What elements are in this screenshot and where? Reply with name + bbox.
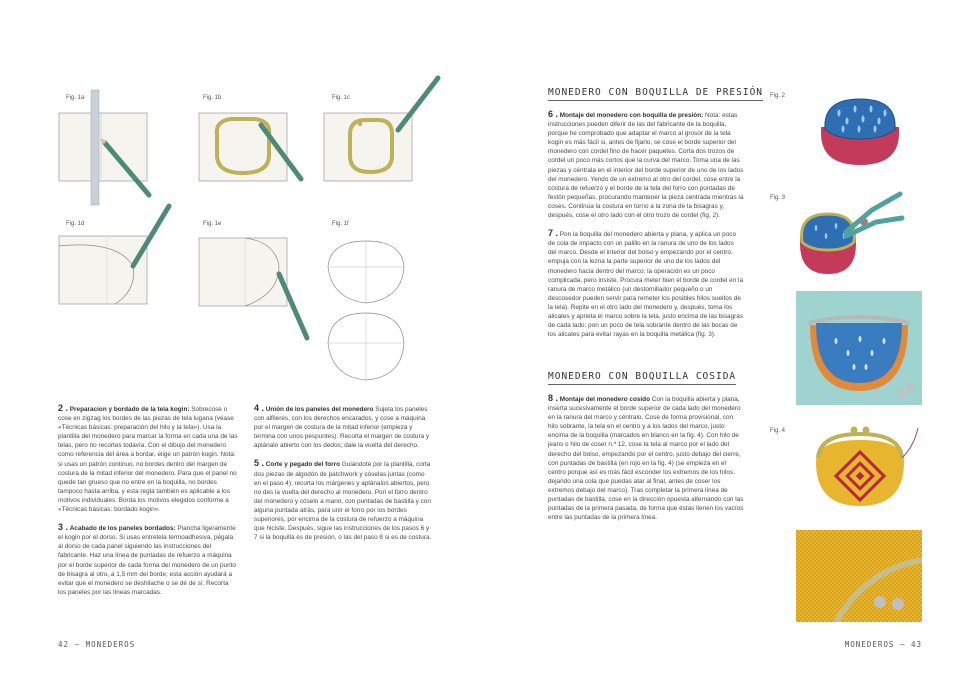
- left-folio: 42 — MONEDEROS: [58, 640, 136, 649]
- step-8-number: 8 .: [548, 393, 559, 403]
- step-7: [548, 229, 744, 339]
- fig-1a-label: Fig. 1a: [66, 95, 85, 101]
- step-2-text: Sobrecose o cose en zigzag los bordes de las piezas de tela lugana (véase «Técnicas básicas: preparación del hilo y la tela»). Usa la plantilla del monedero para marcar la forma en cada una de las telas, pero no recortes todavía. Con el dibujo del monedero como referencia del área a bordar, elige un patrón kogin. Nota: si usas un patrón continuo, no bordes dentro del margen de costura de la mitad inferior del monedero. Para que el panel no quede tan grueso que no entre en la boquilla, no bordes tampoco hasta arriba, y esta regla también es aplicable a los motivos individuales. Borda los motivos elegidos conforme a «Técnicas básicas: bordado kogin».: [58, 406, 238, 514]
- fig-1e-illustration: [195, 228, 315, 343]
- right-column-top: [548, 110, 744, 348]
- step-4-text: Sujeta los paneles con alfileres, con los derechos encarados, y cose a máquina por el margen de costura de la mitad inferior (empieza y termina con unos pespuntes). Recorta el margen de costura y aplánalo abierto con los dedos; dale la vuelta del derecho.: [254, 406, 430, 450]
- step-5: [254, 459, 432, 542]
- step-4-number: 4 .: [254, 403, 265, 413]
- step-8-text: Con la boquilla abierta y plana, inserta sucesivamente el borde superior de cada lado del monedero en la ranura del marco y céntralo. Cose de forma provisional, con hilo sobrante, la tela en el centro y a los lados del marco, justo encima de la boquilla (marcados en blanco en la fig. 4). Con hilo de jeans o hilo de coser n.º 12, cose la tela al marco por el lado del derecho del bolso, empezando por el centro, justo debajo del cierre, con puntadas de bastilla (en rojo en la fig. 4) (se empieza en el centro porque así es más fácil esconder los extremos de los hilos, dejando una cola que puedas atar al final, antes de coser los extremos debajo del marco). Tras completar la primera línea de puntadas de bastilla, cose en la dirección opuesta alternando con las puntadas de la primera pasada, de forma que éstas llenen los vacíos entre las puntadas de la primera línea.: [548, 396, 744, 522]
- fig-1b-illustration: [195, 85, 310, 205]
- kogin-fabric-closeup-photo: [796, 530, 922, 622]
- left-column-2: [254, 404, 432, 551]
- step-2-number: 2 .: [58, 403, 69, 413]
- fig-1a-illustration: [55, 85, 165, 210]
- step-5-title: Corte y pegado del forro: [265, 461, 341, 469]
- step-6-title: Montaje del monedero con boquilla de presión:: [559, 112, 704, 119]
- left-column-1: [58, 404, 238, 606]
- step-8-title: Montaje del monedero cosido: [559, 396, 650, 403]
- step-5-number: 5 .: [254, 458, 265, 469]
- fig-1f-illustration: [322, 235, 412, 385]
- step-8: [548, 394, 744, 522]
- step-7-text: Pon la boquilla del monedero abierta y plana, y aplica un poco de cola de impacto con un palillo en la ranura de uno de los lados del marco. Desde el interior del bolso y empezando por el centro, empuja con la lezna la parte superior de uno de los lados del monedero hacia dentro del marco; la operación es un poco complicada, pero insiste. Procura meter bien el borde de cordel en la ranura de marco metálico (un destornillador pequeño o un descosedor pueden servir para remeter los posibles hilos sueltos de la tela). Repite en el otro lado del monedero y, después, toma los alicates y aprieta el marco sobre la tela, justo encima de las bisagras de cada lado; pon un poco de tela sobrante dentro de las bocas de los alicates para evitar rayas en la boquilla metálica (fig. 3).: [548, 231, 744, 339]
- step-2: [58, 404, 238, 514]
- fig-3-label: Fig. 3: [770, 195, 786, 201]
- open-purse-photo: [796, 291, 922, 405]
- step-3-title: Acabado de los paneles bordados:: [69, 525, 176, 533]
- right-column-bottom: [548, 394, 744, 531]
- fig-4-kogin-purse-illustration: [810, 418, 922, 510]
- fig-1c-label: Fig. 1c: [332, 95, 351, 101]
- right-page: [490, 0, 980, 700]
- step-3-text: Plancha ligeramente el kogin por el dorso. Si usas entretela termoadhesiva, pégala al dorso de cada panel siguiendo las instrucciones del fabricante. Haz una línea de puntadas de refuerzo a máquina por el borde superior de cada forma del monedero de un punto de bisagra al otro, a 1,5 mm del borde; esta acción ayudará a evitar que el monedero se deshilache o se dé de sí. Recorta los paneles por las líneas marcadas.: [58, 525, 236, 596]
- fig-2-label: Fig. 2: [770, 93, 786, 99]
- fig-2-purse-illustration: [815, 95, 905, 170]
- fig-1c-illustration: [320, 72, 445, 192]
- step-4-title: Unión de los paneles del monedero: [265, 406, 374, 413]
- fig-1f-label: Fig. 1f: [332, 221, 349, 227]
- fig-1e-label: Fig. 1e: [203, 221, 222, 227]
- step-6-number: 6 .: [548, 109, 559, 119]
- step-6: [548, 110, 744, 220]
- heading-boquilla-cosida: MONEDERO CON BOQUILLA COSIDA: [548, 371, 736, 385]
- fig-1d-label: Fig. 1d: [66, 221, 85, 227]
- step-2-title: Preparacion y bordado de la tela kogin:: [69, 406, 190, 413]
- fig-1d-illustration: [55, 200, 175, 310]
- step-3-number: 3 .: [58, 522, 69, 533]
- heading-boquilla-presion: MONEDERO CON BOQUILLA DE PRESIÓN: [548, 87, 763, 101]
- fig-1b-label: Fig. 1b: [203, 95, 222, 101]
- step-7-number: 7 .: [548, 228, 559, 239]
- step-3: [58, 523, 238, 597]
- fig-4-label: Fig. 4: [770, 428, 786, 434]
- step-5-text: Guiándote por la plantilla, corta dos piezas de algodón de patchwork y cóselas juntas (como en el paso 4); recorta los márgenes y aplánalos abiertos, pero no des la vuelta del derecho al monedero. Pon el forro dentro del monedero y cóselo a mano, con puntadas de bastilla y con alguna puntada atrás, para unir el forro por los bordes superiores, por encima de la costura de refuerzo a máquina que hiciste. Después, sigue las instrucciones de los pasos 6 y 7 si la boquilla es de presión, o las del paso 8 si es de costura.: [254, 461, 432, 542]
- step-6-text: Nota: estas instrucciones pueden diferir de las del fabricante de la boquilla, porque he comprobado que adaptar el marco al grosor de la tela kogin es más fácil si, antes de fijarlo, se cose el borde superior del monedero con cordel fino de hacer paquetes. Corta dos trozos de cordel un poco más cortos que la curva del marco. Toma una de las piezas y céntrala en el interior del borde superior de uno de los lados del monedero. Yendo de un extremo al otro del cordel, cose entre la costura de refuerzo y el borde de la tela del forro con puntadas de festón pequeñas, procurando mantener la pieza centrada mientras la coses. Continúa la costura en torno a la zona de la bisagras y, después, cose el otro lado con el otro trozo de cordel (fig. 2).: [548, 112, 744, 220]
- right-folio: MONEDEROS — 43: [844, 640, 922, 649]
- fig-3-pliers-illustration: [794, 188, 906, 280]
- step-4: [254, 404, 432, 450]
